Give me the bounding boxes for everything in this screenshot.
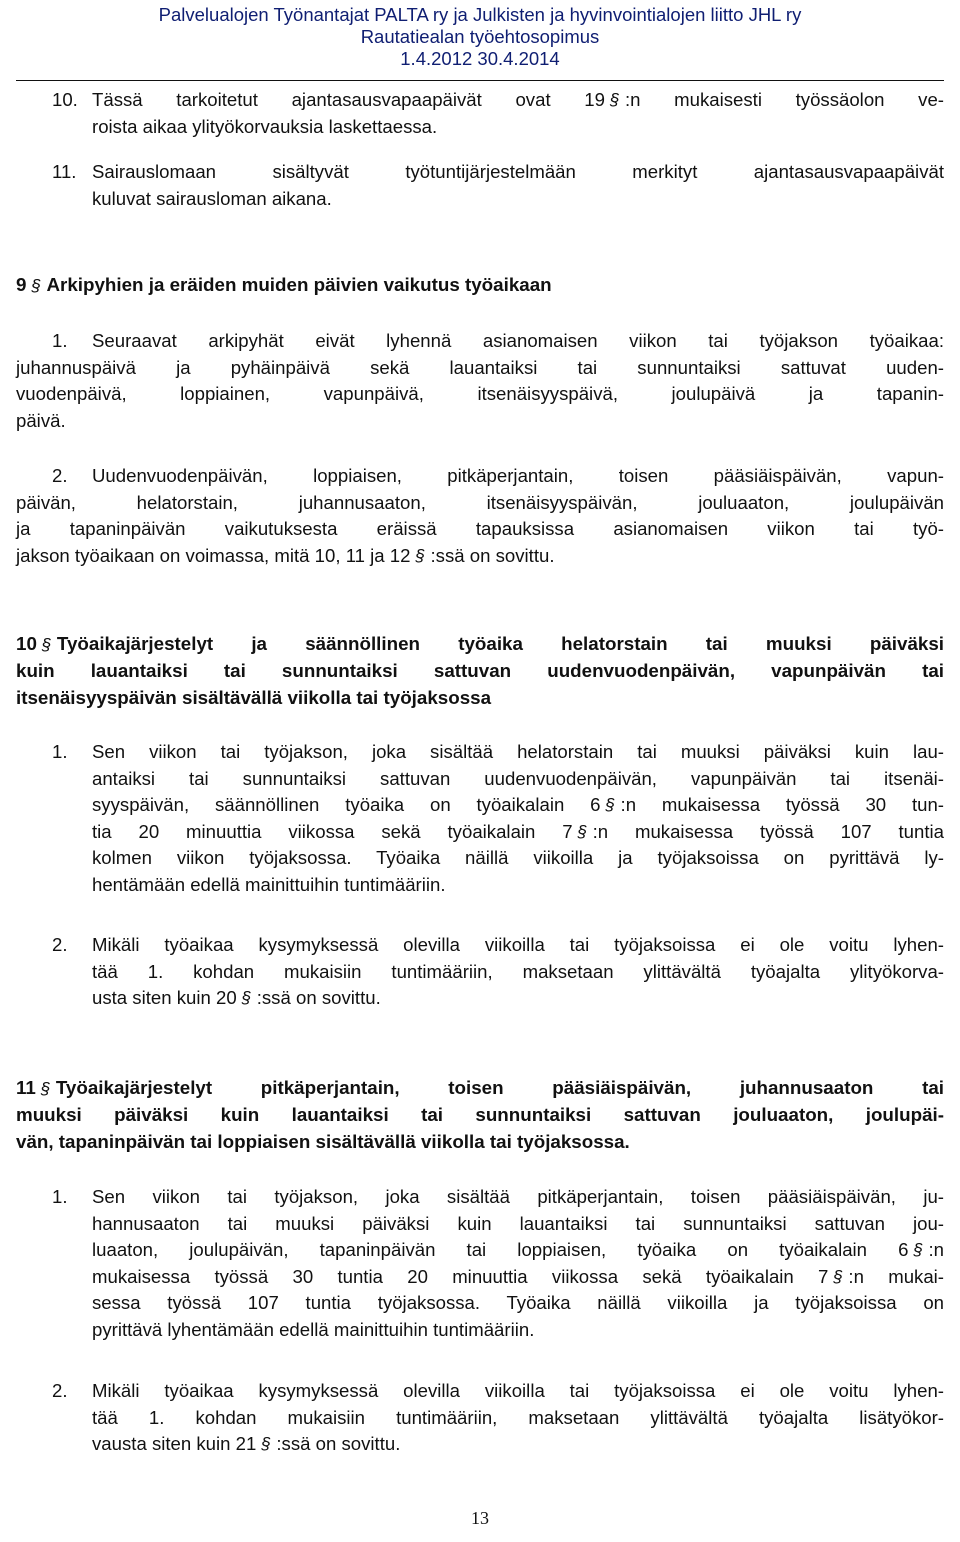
section-10-heading: 10§ Työaikajärjestelyt ja säännöllinen työaika helatorstain tai muuksi päiväksi kuin lauantaiksi tai sunnuntaiksi sattuvan uudenvuodenpäivän, vapunpäivän tai itsenäisyyspäivän sisältävällä viikolla tai työjaksossa — [16, 630, 944, 711]
section-sign-icon — [605, 794, 617, 814]
header-validity-period: 1.4.2012 30.4.2014 — [400, 48, 560, 69]
section-sign-icon — [40, 1077, 52, 1097]
section-title: Työaikajärjestelyt pitkäperjantain, toisen pääsiäispäivän, juhannusaaton tai — [55, 1077, 944, 1098]
section-sign-icon — [241, 987, 253, 1007]
section-title: Arkipyhien ja eräiden muiden päivien vaikutus työaikaan — [46, 274, 552, 295]
paragraph-number: 2. — [52, 1380, 68, 1401]
paragraph-continuation: päivän, helatorstain, juhannusaaton, itsenäisyyspäivän, jouluaaton, joulupäivän ja tapaninpäivän vaikutuksesta eräissä tapauksissa asianomaisen viikon tai työ- jakson työaikaan on voimassa, mitä 10, 11 ja 12§ :ssä on sovittu. — [16, 490, 944, 570]
section-number: 11 — [16, 1077, 36, 1098]
section-sign-icon — [414, 545, 426, 565]
section-11-paragraph-1 — [52, 1184, 944, 1343]
paragraph-text: Mikäli työaikaa kysymyksessä olevilla viikoilla tai työjaksoissa ei ole voitu lyhen- tää 1. kohdan mukaisiin tuntimääriin, maksetaan ylittävältä työajalta ylityökorva- usta siten kuin 20§ :ssä on sovittu. — [92, 932, 944, 1012]
header-divider — [16, 80, 944, 81]
section-number: 10 — [16, 633, 37, 654]
section-sign-icon — [577, 821, 589, 841]
section-number: 9 — [16, 274, 27, 295]
paragraph-text: Uudenvuodenpäivän, loppiaisen, pitkäperjantain, toisen pääsiäispäivän, vapun- — [92, 465, 944, 486]
section-10-paragraph-1 — [52, 739, 944, 898]
paragraph-number: 2. — [52, 934, 68, 955]
item-number: 10. — [52, 89, 78, 110]
section-11-heading: 11§ Työaikajärjestelyt pitkäperjantain, toisen pääsiäispäivän, juhannusaaton tai muuksi päiväksi kuin lauantaiksi tai sunnuntaiksi sattuvan jouluaaton, joulupäi- vän, tapaninpäivän tai loppiaisen sisältävällä viikolla tai työjaksossa. — [16, 1074, 944, 1155]
section-title: Työaikajärjestelyt ja säännöllinen työaika helatorstain tai muuksi päiväksi — [56, 633, 944, 654]
paragraph-text: Seuraavat arkipyhät eivät lyhennä asianomaisen viikon tai työjakson työaikaa: — [92, 330, 944, 351]
paragraph-text: Sen viikon tai työjakson, joka sisältää pitkäperjantain, toisen pääsiäispäivän, ju- hannusaaton tai muuksi päiväksi kuin lauantaiksi tai sunnuntaiksi sattuvan jou- luaaton, joulupäivän, tapaninpäivän tai loppiaisen, työaika on työaikalain 6§ :n mukaisessa työssä 30 tuntia 20 minuuttia viikossa sekä työaikalain 7§ :n mukai- sessa työssä 107 tuntia työjaksossa. Työaika näillä viikoilla ja työjaksoissa on pyrittävä lyhentämään edellä mainittuihin tuntimääriin. — [92, 1184, 944, 1343]
list-item-10 — [52, 87, 944, 140]
header-organizations: Palvelualojen Työnantajat PALTA ry ja Julkisten ja hyvinvointialojen liitto JHL ry — [158, 4, 802, 25]
paragraph-number: 2. — [52, 465, 68, 486]
item-text: Tässä tarkoitetut ajantasausvapaapäivät ovat 19§ :n mukaisesti työssäolon ve- roista aikaa ylityökorvauksia laskettaessa. — [92, 87, 944, 140]
item-text: Sairauslomaan sisältyvät työtuntijärjestelmään merkityt ajantasausvapaapäivät kuluvat sairausloman aikana. — [92, 161, 944, 209]
section-9-paragraph-1 — [16, 328, 944, 434]
paragraph-number: 1. — [52, 1186, 68, 1207]
section-9-paragraph-2 — [16, 463, 944, 569]
item-number: 11. — [52, 161, 77, 182]
paragraph-continuation: juhannuspäivä ja pyhäinpäivä sekä lauantaiksi tai sunnuntaiksi sattuvat uuden- vuodenpäivä, loppiainen, vapunpäivä, itsenäisyyspäivä, joulupäivä ja tapanin- päivä. — [16, 356, 944, 431]
section-9-heading — [16, 271, 944, 298]
paragraph-text: Sen viikon tai työjakson, joka sisältää helatorstain tai muuksi päiväksi kuin lau- antaiksi tai sunnuntaiksi sattuvan uudenvuodenpäivän, vapunpäivän tai itsenäi- syyspäivän, säännöllinen työaika on työaikalain 6§ :n mukaisessa työssä 30 tun- tia 20 minuuttia viikossa sekä työaikalain 7§ :n mukaisessa työssä 107 tuntia kolmen viikon työjaksossa. Työaika näillä viikoilla ja työjaksoissa on pyrittävä ly- hentämään edellä mainittuihin tuntimääriin. — [92, 739, 944, 898]
section-sign-icon — [30, 274, 42, 294]
section-sign-icon — [609, 89, 621, 109]
page-header — [0, 4, 960, 70]
section-sign-icon — [912, 1239, 924, 1259]
list-item-11 — [52, 159, 944, 212]
section-sign-icon — [832, 1266, 844, 1286]
header-agreement-title: Rautatiealan työehtosopimus — [360, 26, 600, 47]
section-10-paragraph-2 — [52, 932, 944, 1012]
paragraph-text: Mikäli työaikaa kysymyksessä olevilla viikoilla tai työjaksoissa ei ole voitu lyhen- tää 1. kohdan mukaisiin tuntimääriin, maksetaan ylittävältä työajalta lisätyökor- vausta siten kuin 21§ :ssä on sovittu. — [92, 1378, 944, 1458]
section-sign-icon — [41, 633, 53, 653]
section-sign-icon — [260, 1433, 272, 1453]
paragraph-number: 1. — [52, 741, 68, 762]
paragraph-number: 1. — [52, 330, 68, 351]
page-number: 13 — [471, 1508, 489, 1528]
section-11-paragraph-2 — [52, 1378, 944, 1458]
